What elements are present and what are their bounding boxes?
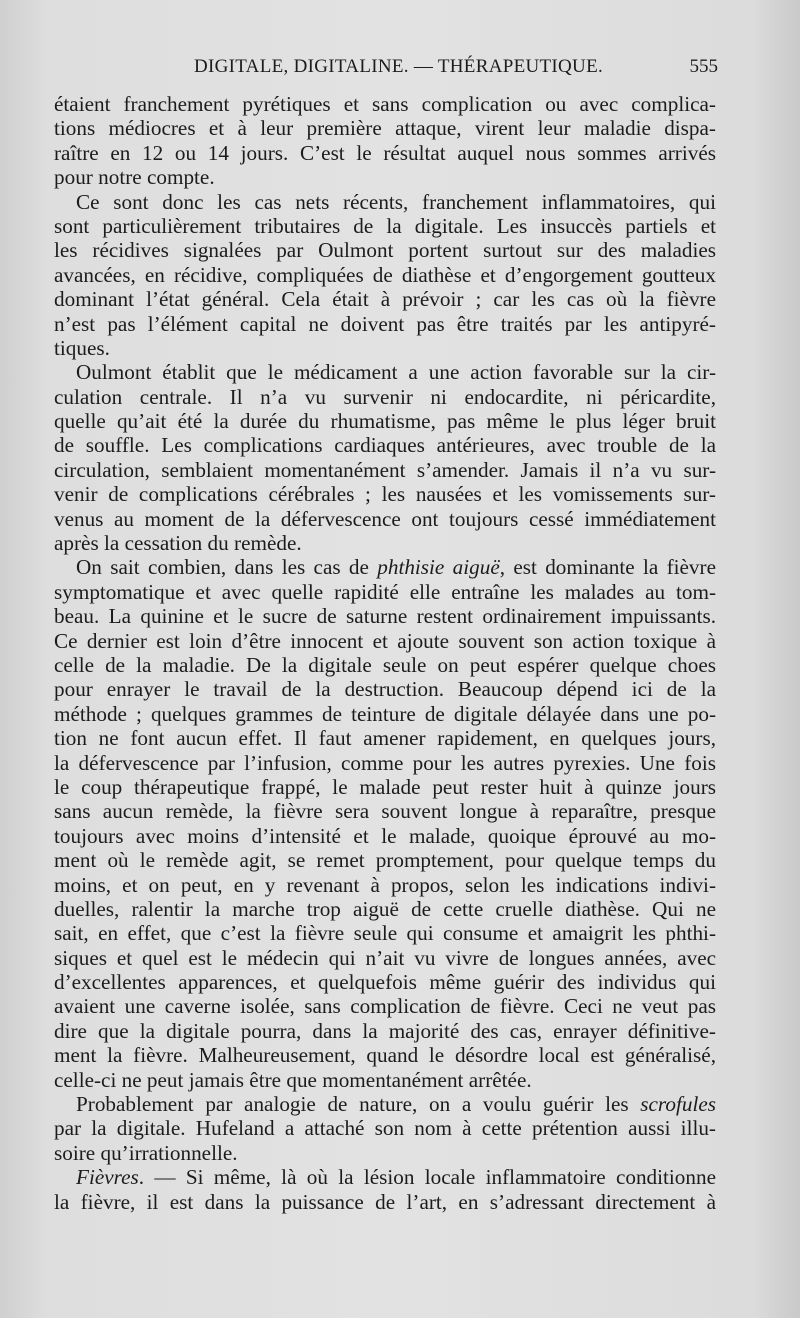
text-line: sans aucun remède, la fièvre sera souvent longue à reparaître, presque <box>54 799 716 824</box>
text-line: Ce sont donc les cas nets récents, franchement inflammatoires, qui <box>76 189 716 214</box>
text-line: la fièvre, il est dans la puissance de l’art, en s’adressant directement à <box>54 1189 716 1214</box>
paragraph <box>54 1165 716 1214</box>
body-text <box>54 92 716 1214</box>
paragraph <box>54 360 716 555</box>
running-title: DIGITALE, DIGITALINE. — THÉRAPEUTIQUE. <box>194 56 604 77</box>
text-line: duelles, ralentir la marche trop aiguë de cette cruelle diathèse. Qui ne <box>54 896 716 921</box>
text-line: toujours avec moins d’intensité et le malade, quoique éprouvé au mo- <box>54 823 716 848</box>
text-line: tion ne font aucun effet. Il faut amener rapidement, en quelques jours, <box>54 726 716 751</box>
text-line: ment où le remède agit, se remet promptement, pour quelque temps du <box>54 848 716 873</box>
text-line: raître en 12 ou 14 jours. C’est le résultat auquel nous sommes arrivés <box>54 140 716 165</box>
text-line: avancées, en récidive, compliquées de diathèse et d’engorgement goutteux <box>54 262 716 287</box>
text-line: Fièvres. — Si même, là où la lésion locale inflammatoire conditionne <box>76 1165 716 1190</box>
text-line: quelle qu’ait été la durée du rhumatisme, pas même le plus léger bruit <box>54 409 716 434</box>
paragraph <box>54 1092 716 1165</box>
text-line: avaient une caverne isolée, sans complication de fièvre. Ceci ne veut pas <box>54 994 716 1019</box>
text-line: n’est pas l’élément capital ne doivent pas être traités par les antipyré- <box>54 311 716 336</box>
text-line: symptomatique et avec quelle rapidité elle entraîne les malades au tom- <box>54 579 716 604</box>
text-line: d’excellentes apparences, et quelquefois même guérir des individus qui <box>54 970 716 995</box>
text-line: soire qu’irrationnelle. <box>54 1140 238 1165</box>
page-header <box>54 56 718 88</box>
text-line: culation centrale. Il n’a vu survenir ni endocardite, ni péricardite, <box>54 384 716 409</box>
text-line: après la cessation du remède. <box>54 531 302 556</box>
text-line: dire que la digitale pourra, dans la majorité des cas, enrayer définitive- <box>54 1018 716 1043</box>
text-line: tiques. <box>54 335 110 360</box>
text-line: Probablement par analogie de nature, on a voulu guérir les scrofules <box>76 1092 716 1117</box>
text-line: sait, en effet, que c’est la fièvre seule qui consume et amaigrit les phthi- <box>54 921 716 946</box>
text-line: Ce dernier est loin d’être innocent et ajoute souvent son action toxique à <box>54 628 716 653</box>
paragraph <box>54 190 716 361</box>
text-line: pour enrayer le travail de la destruction. Beaucoup dépend ici de la <box>54 677 716 702</box>
text-line: siques et quel est le médecin qui n’ait vu vivre de longues années, avec <box>54 945 716 970</box>
text-line: de souffle. Les complications cardiaques antérieures, avec trouble de la <box>54 433 716 458</box>
text-line: celle-ci ne peut jamais être que momentanément arrêtée. <box>54 1067 532 1092</box>
text-line: beau. La quinine et le sucre de saturne restent ordinairement impuissants. <box>54 604 716 629</box>
text-line: circulation, semblaient momentanément s’amender. Jamais il n’a vu sur- <box>54 457 716 482</box>
text-line: le coup thérapeutique frappé, le malade peut rester huit à quinze jours <box>54 774 716 799</box>
text-line: pour notre compte. <box>54 165 215 190</box>
text-line: On sait combien, dans les cas de phthisie aiguë, est dominante la fièvre <box>76 555 716 580</box>
text-line: les récidives signalées par Oulmont portent surtout sur des maladies <box>54 238 716 263</box>
text-line: venus au moment de la défervescence ont toujours cessé immédiatement <box>54 506 716 531</box>
text-line: moins, et on peut, en y revenant à propos, selon les indications indivi- <box>54 872 716 897</box>
paragraph <box>54 555 716 1092</box>
text-line: par la digitale. Hufeland a attaché son nom à cette prétention aussi illu- <box>54 1116 716 1141</box>
text-line: ment la fièvre. Malheureusement, quand le désordre local est généralisé, <box>54 1043 716 1068</box>
page-number: 555 <box>689 56 718 77</box>
text-line: tions médiocres et à leur première attaque, virent leur maladie dispa- <box>54 116 716 141</box>
text-line: dominant l’état général. Cela était à prévoir ; car les cas où la fièvre <box>54 287 716 312</box>
paragraph <box>54 92 716 190</box>
text-line: méthode ; quelques grammes de teinture de digitale délayée dans une po- <box>54 701 716 726</box>
text-line: Oulmont établit que le médicament a une action favorable sur la cir- <box>76 360 716 385</box>
text-line: la défervescence par l’infusion, comme pour les autres pyrexies. Une fois <box>54 750 716 775</box>
text-line: sont particulièrement tributaires de la digitale. Les insuccès partiels et <box>54 213 716 238</box>
text-line: étaient franchement pyrétiques et sans complication ou avec complica- <box>54 92 716 116</box>
text-line: celle de la maladie. De la digitale seule on peut espérer quelque choes <box>54 652 716 677</box>
text-line: venir de complications cérébrales ; les nausées et les vomissements sur- <box>54 482 716 507</box>
